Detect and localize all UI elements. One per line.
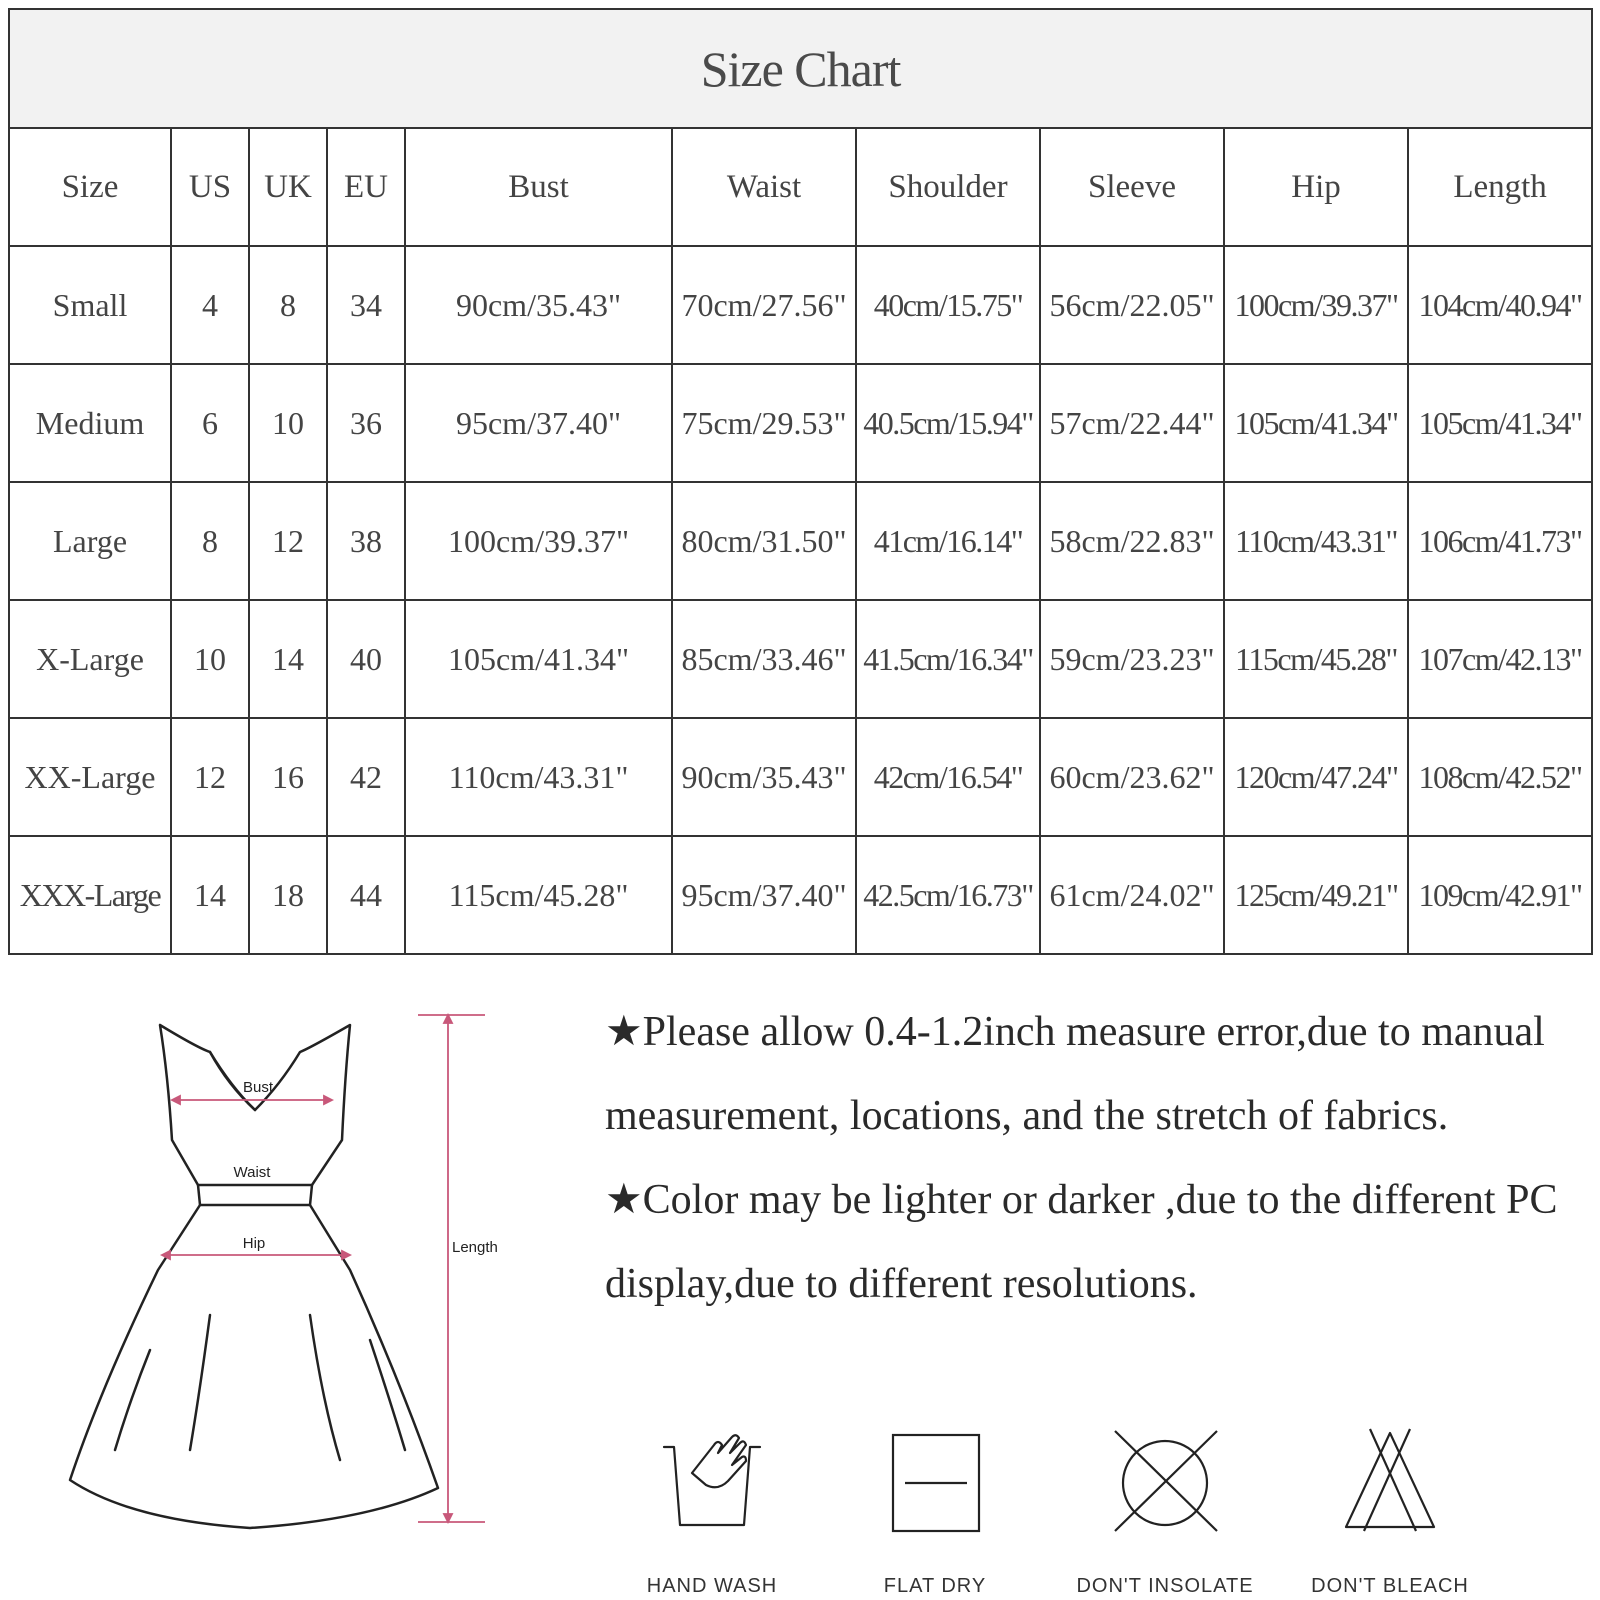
note-color-variance: ★Color may be lighter or darker ,due to the different PC display,due to different resolutions. [605, 1177, 1558, 1307]
cell-eu: 40 [327, 600, 405, 718]
hand-wash-icon [652, 1425, 772, 1535]
cell-waist: 85cm/33.46" [672, 600, 856, 718]
care-dont-insolate [1065, 1425, 1265, 1598]
cell-waist: 95cm/37.40" [672, 836, 856, 954]
cell-eu: 38 [327, 482, 405, 600]
hip-label: Hip [242, 1235, 266, 1252]
cell-sleeve: 60cm/23.62" [1040, 718, 1224, 836]
cell-sleeve: 59cm/23.23" [1040, 600, 1224, 718]
header-waist: Waist [672, 128, 856, 246]
cell-uk: 14 [249, 600, 327, 718]
cell-length: 108cm/42.52" [1408, 718, 1592, 836]
cell-us: 8 [171, 482, 249, 600]
cell-eu: 44 [327, 836, 405, 954]
header-uk: UK [249, 128, 327, 246]
care-label: FLAT DRY [883, 1575, 987, 1597]
measurement-lines [162, 1015, 485, 1522]
care-label: DON'T INSOLATE [1076, 1575, 1254, 1597]
cell-hip: 120cm/47.24" [1224, 718, 1408, 836]
cell-length: 106cm/41.73" [1408, 482, 1592, 600]
cell-length: 107cm/42.13" [1408, 600, 1592, 718]
cell-waist: 75cm/29.53" [672, 364, 856, 482]
length-label: Length [452, 1239, 498, 1256]
cell-size: XX-Large [9, 718, 171, 836]
cell-us: 14 [171, 836, 249, 954]
cell-bust: 100cm/39.37" [405, 482, 672, 600]
cell-sleeve: 57cm/22.44" [1040, 364, 1224, 482]
cell-sleeve: 56cm/22.05" [1040, 246, 1224, 364]
cell-hip: 125cm/49.21" [1224, 836, 1408, 954]
cell-hip: 115cm/45.28" [1224, 600, 1408, 718]
cell-size: X-Large [9, 600, 171, 718]
cell-bust: 110cm/43.31" [405, 718, 672, 836]
care-label: DON'T BLEACH [1311, 1575, 1469, 1597]
cell-sleeve: 61cm/24.02" [1040, 836, 1224, 954]
care-flat-dry [835, 1425, 1035, 1598]
cell-sleeve: 58cm/22.83" [1040, 482, 1224, 600]
cell-us: 10 [171, 600, 249, 718]
table-row [9, 246, 1592, 364]
bust-label: Bust [242, 1079, 274, 1096]
cell-length: 104cm/40.94" [1408, 246, 1592, 364]
table-row [9, 600, 1592, 718]
header-hip: Hip [1224, 128, 1408, 246]
cell-shoulder: 42.5cm/16.73" [856, 836, 1040, 954]
cell-eu: 42 [327, 718, 405, 836]
cell-uk: 12 [249, 482, 327, 600]
header-sleeve: Sleeve [1040, 128, 1224, 246]
cell-length: 105cm/41.34" [1408, 364, 1592, 482]
cell-shoulder: 42cm/16.54" [856, 718, 1040, 836]
note-measure-error: ★Please allow 0.4-1.2inch measure error,due to manual measurement, locations, and the stretch of fabrics. [605, 1009, 1545, 1139]
cell-bust: 115cm/45.28" [405, 836, 672, 954]
size-chart-title: Size Chart [9, 9, 1592, 128]
table-row [9, 482, 1592, 600]
cell-us: 6 [171, 364, 249, 482]
cell-us: 12 [171, 718, 249, 836]
cell-hip: 110cm/43.31" [1224, 482, 1408, 600]
care-dont-bleach [1290, 1425, 1490, 1598]
cell-uk: 8 [249, 246, 327, 364]
cell-shoulder: 40cm/15.75" [856, 246, 1040, 364]
waist-label: Waist [233, 1164, 271, 1181]
table-row [9, 364, 1592, 482]
cell-shoulder: 41cm/16.14" [856, 482, 1040, 600]
header-row [9, 128, 1592, 246]
size-chart-table [8, 8, 1593, 955]
cell-us: 4 [171, 246, 249, 364]
cell-uk: 18 [249, 836, 327, 954]
cell-bust: 90cm/35.43" [405, 246, 672, 364]
cell-shoulder: 40.5cm/15.94" [856, 364, 1040, 482]
dont-insolate-icon [1105, 1425, 1225, 1535]
table-row [9, 836, 1592, 954]
cell-eu: 34 [327, 246, 405, 364]
header-length: Length [1408, 128, 1592, 246]
cell-waist: 70cm/27.56" [672, 246, 856, 364]
cell-waist: 80cm/31.50" [672, 482, 856, 600]
care-hand-wash [612, 1425, 812, 1598]
care-label: HAND WASH [646, 1575, 778, 1597]
dress-measurement-diagram [60, 1000, 520, 1560]
cell-bust: 95cm/37.40" [405, 364, 672, 482]
cell-shoulder: 41.5cm/16.34" [856, 600, 1040, 718]
header-eu: EU [327, 128, 405, 246]
cell-length: 109cm/42.91" [1408, 836, 1592, 954]
cell-eu: 36 [327, 364, 405, 482]
cell-hip: 105cm/41.34" [1224, 364, 1408, 482]
cell-size: Medium [9, 364, 171, 482]
cell-uk: 16 [249, 718, 327, 836]
table-row [9, 718, 1592, 836]
cell-uk: 10 [249, 364, 327, 482]
dress-illustration [60, 1000, 520, 1560]
cell-size: XXX-Large [9, 836, 171, 954]
notes-section [605, 990, 1565, 1326]
cell-bust: 105cm/41.34" [405, 600, 672, 718]
cell-size: Large [9, 482, 171, 600]
header-us: US [171, 128, 249, 246]
cell-hip: 100cm/39.37" [1224, 246, 1408, 364]
header-size: Size [9, 128, 171, 246]
header-bust: Bust [405, 128, 672, 246]
cell-waist: 90cm/35.43" [672, 718, 856, 836]
dont-bleach-icon [1330, 1425, 1450, 1535]
header-shoulder: Shoulder [856, 128, 1040, 246]
cell-size: Small [9, 246, 171, 364]
flat-dry-icon [875, 1425, 995, 1535]
